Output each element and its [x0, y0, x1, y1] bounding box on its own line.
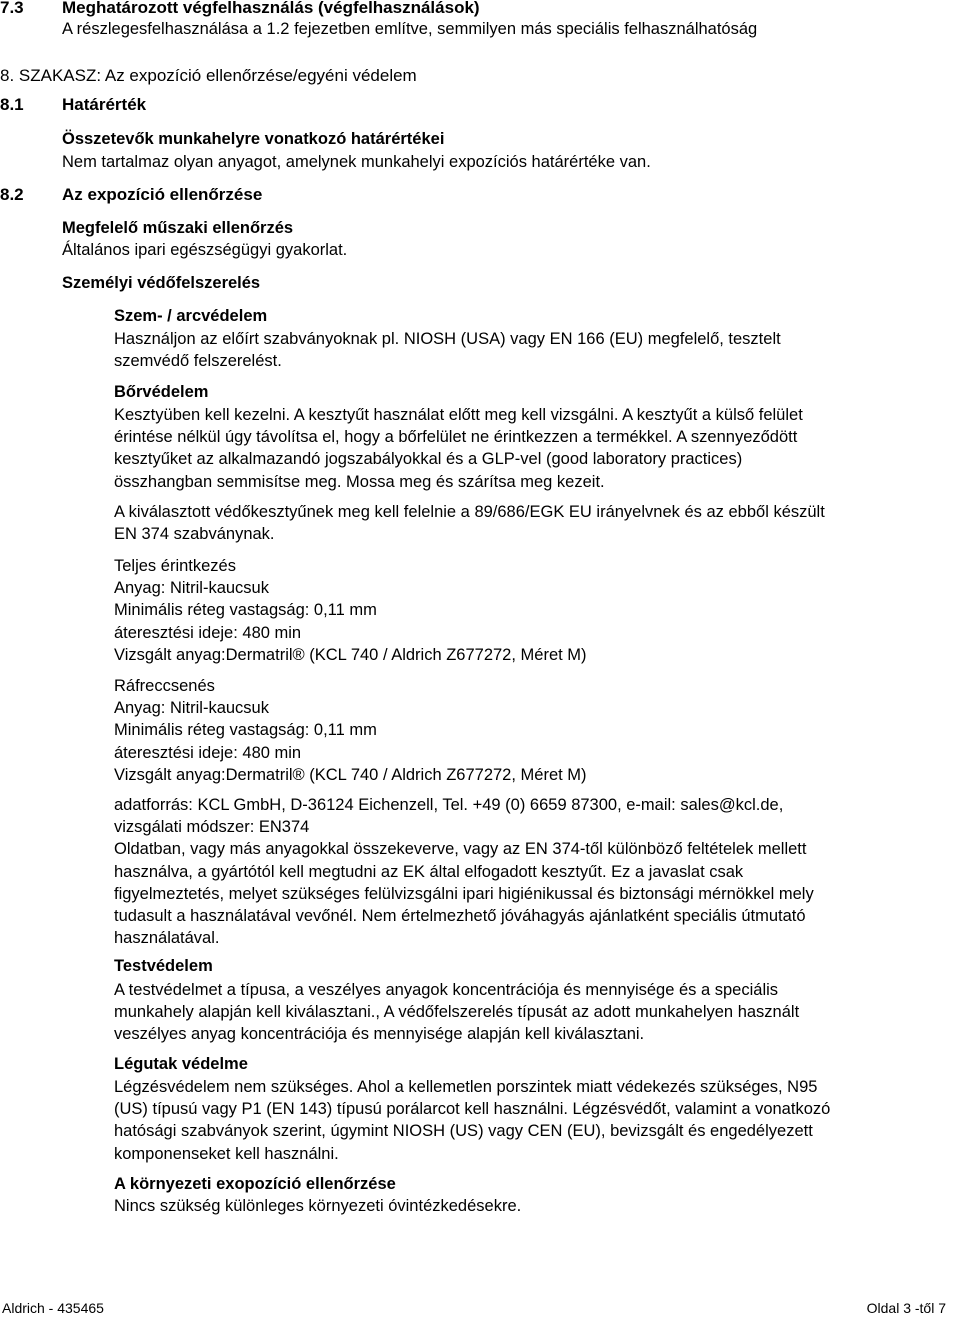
text-line: Anyag: Nitril-kaucsuk: [114, 699, 269, 718]
text-line: vizsgálati módszer: EN374: [114, 818, 310, 837]
subsection-title: Megfelelő műszaki ellenőrzés: [62, 219, 294, 237]
subsection-text: Nem tartalmaz olyan anyagot, amelynek munkahelyi expozíciós határértéke van.: [62, 153, 651, 171]
text-line: tudasult a használatával vevőnél. Nem értelmezhető jóváhagyás ajánlatként speciális útmutató: [114, 907, 806, 926]
text-line: veszélyes anyag koncentrációja és mennyisége alapján kell kiválasztani.: [114, 1025, 645, 1044]
subsection-title: Összetevők munkahelyre vonatkozó határértékei: [62, 130, 445, 148]
section-title: Határérték: [62, 95, 147, 114]
footer-page-number: Oldal 3 -től 7: [866, 1300, 946, 1316]
text-line: A testvédelmet a típusa, a veszélyes anyagok koncentrációja és mennyisége és a speciális: [114, 981, 779, 999]
eye-protection-text: [114, 328, 781, 372]
text-line: használva, a gyártótól kell megtudni az EK által elfogadott kesztyűt. Ez a javaslat csak: [114, 862, 744, 881]
section-number: 8.1: [0, 95, 24, 114]
text-line: A kiválasztott védőkesztyűnek meg kell felelnie a 89/686/EGK EU irányelvnek és az ebből készült: [114, 503, 825, 521]
environmental-exposure-title: A környezeti exopozíció ellenőrzése: [114, 1175, 396, 1193]
skin-protection-title: Bőrvédelem: [114, 383, 209, 401]
text-line: összhangban semmisítse meg. Mossa meg és szárítsa meg kezeit.: [114, 472, 605, 491]
glove-directive-text: [114, 501, 825, 545]
data-source-block: [114, 794, 814, 949]
text-line: Vizsgált anyag:Dermatril® (KCL 740 / Aldrich Z677272, Méret M): [114, 645, 587, 664]
text-line: (US) típusú vagy P1 (EN 143) típusú porálarcot kell használni. Légzésvédőt, valamint a vonatkozó: [114, 1100, 831, 1119]
text-line: figyelmeztetés, melyet szükséges felülvizsgálni ipari higiénikussal és biztonsági mérnökkel mely: [114, 884, 814, 903]
respiratory-protection-title: Légutak védelme: [114, 1055, 248, 1073]
text-line: Oldatban, vagy más anyagokkal összekeverve, vagy az EN 374-től különböző feltételek mellett: [114, 840, 807, 859]
text-line: adatforrás: KCL GmbH, D-36124 Eichenzell, Tel. +49 (0) 6659 87300, e-mail: sales@kcl.de,: [114, 796, 784, 814]
section-number: 7.3: [0, 0, 24, 17]
text-line: érintése nélkül úgy távolítsa el, hogy a bőrfelület ne érintkezzen a termékkel. A szennyeződött: [114, 428, 798, 447]
splash-contact-block: [114, 675, 587, 786]
section-number: 8.2: [0, 185, 24, 204]
footer-product-id: Aldrich - 435465: [2, 1300, 104, 1316]
body-protection-text: [114, 979, 799, 1046]
text-line: Használjon az előírt szabványoknak pl. NIOSH (USA) vagy EN 166 (EU) megfelelő, tesztelt: [114, 330, 781, 348]
text-line: használatával.: [114, 929, 220, 948]
subsection-title: Személyi védőfelszerelés: [62, 274, 261, 292]
full-contact-block: [114, 555, 587, 666]
environmental-exposure-text: Nincs szükség különleges környezeti óvintézkedésekre.: [114, 1197, 522, 1215]
text-line: Kesztyüben kell kezelni. A kesztyűt használat előtt meg kell vizsgálni. A kesztyűt a külső felület: [114, 406, 803, 424]
text-line: Minimális réteg vastagság: 0,11 mm: [114, 601, 377, 620]
respiratory-protection-text: [114, 1076, 830, 1165]
section-heading: 8. SZAKASZ: Az expozíció ellenőrzése/egyéni védelem: [0, 66, 417, 85]
text-line: Légzésvédelem nem szükséges. Ahol a kellemetlen porszintek miatt védekezés szükséges, N95: [114, 1078, 818, 1096]
text-line: kesztyűket az alkalmazandó jogszabályokkal és a GLP-vel (good laboratory practices): [114, 450, 743, 469]
text-line: munkahely alapján kell kiválasztani., A védőfelszerelés típusát az adott munkahelyen használt: [114, 1003, 800, 1022]
text-line: Minimális réteg vastagság: 0,11 mm: [114, 721, 377, 740]
text-line: szemvédő felszerelést.: [114, 352, 282, 371]
text-line: áteresztési ideje: 480 min: [114, 743, 302, 762]
eye-protection-title: Szem- / arcvédelem: [114, 307, 268, 325]
text-line: EN 374 szabványnak.: [114, 525, 275, 544]
text-line: Teljes érintkezés: [114, 557, 236, 575]
text-line: áteresztési ideje: 480 min: [114, 623, 302, 642]
subsection-text: Általános ipari egészségügyi gyakorlat.: [62, 241, 348, 259]
skin-protection-text: [114, 404, 803, 493]
section-text: A részlegesfelhasználása a 1.2 fejezetben említve, semmilyen más speciális felhasználhatóság: [62, 20, 758, 38]
section-title: Az expozíció ellenőrzése: [62, 185, 263, 204]
text-line: hatósági szabványok szerint, úgymint NIOSH (US) vagy CEN (EU), bevizsgált és engedélyezett: [114, 1122, 813, 1141]
text-line: Ráfreccsenés: [114, 677, 215, 695]
text-line: Vizsgált anyag:Dermatril® (KCL 740 / Aldrich Z677272, Méret M): [114, 765, 587, 784]
text-line: komponenseket kell használni.: [114, 1144, 339, 1163]
text-line: Anyag: Nitril-kaucsuk: [114, 579, 269, 598]
body-protection-title: Testvédelem: [114, 957, 213, 975]
section-title: Meghatározott végfelhasználás (végfelhasználások): [62, 0, 480, 17]
